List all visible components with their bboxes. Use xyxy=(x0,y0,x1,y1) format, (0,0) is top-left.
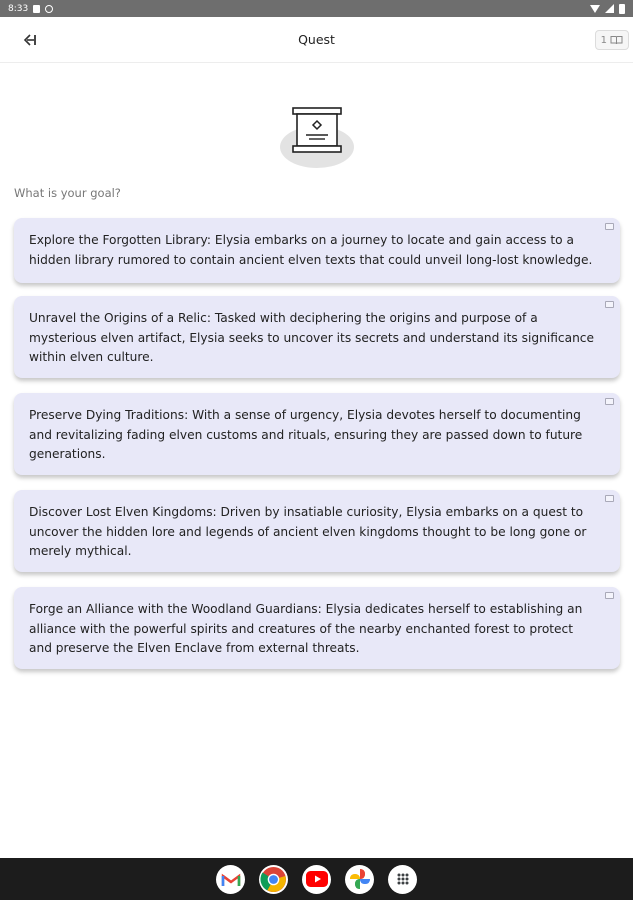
book-icon xyxy=(610,35,623,45)
note-icon xyxy=(605,398,614,405)
note-icon xyxy=(605,592,614,599)
app-bar xyxy=(0,17,633,63)
status-bar xyxy=(0,0,633,17)
signal-icon xyxy=(605,4,614,13)
photos-icon[interactable] xyxy=(345,865,374,894)
scroll-illustration xyxy=(279,104,355,168)
journal-counter-button[interactable] xyxy=(595,30,629,50)
note-icon xyxy=(605,495,614,502)
note-icon xyxy=(605,223,614,230)
app-dock xyxy=(0,858,633,900)
chrome-icon[interactable] xyxy=(259,865,288,894)
circle-icon xyxy=(45,5,53,13)
status-time: 8:33 xyxy=(8,3,29,14)
youtube-icon[interactable] xyxy=(302,865,331,894)
goal-option-text: Forge an Alliance with the Woodland Guardians: Elysia dedicates herself to establishing an alliance with the powerful spirits and creatures of the nearby enchanted forest to protect and preserve the Elven Enclave from external threats. xyxy=(29,602,583,656)
goal-option-3[interactable] xyxy=(14,393,620,475)
goal-option-text: Explore the Forgotten Library: Elysia embarks on a journey to locate and gain access to a hidden library rumored to contain ancient elven texts that could unveil long-lost knowledge. xyxy=(29,233,593,267)
square-icon xyxy=(33,5,40,13)
note-icon xyxy=(605,301,614,308)
battery-icon xyxy=(619,4,625,14)
goal-option-5[interactable] xyxy=(14,587,620,669)
back-arrow-icon xyxy=(23,33,41,47)
goal-option-2[interactable] xyxy=(14,296,620,378)
goal-option-text: Unravel the Origins of a Relic: Tasked with deciphering the origins and purpose of a mysterious elven artifact, Elysia seeks to uncover its secrets and understand its significance within elven culture. xyxy=(29,311,594,365)
wifi-icon xyxy=(590,5,600,13)
goal-option-text: Preserve Dying Traditions: With a sense of urgency, Elysia devotes herself to documenting and revitalizing fading elven customs and rituals, ensuring they are passed down to future generations. xyxy=(29,408,583,462)
goal-option-text: Discover Lost Elven Kingdoms: Driven by insatiable curiosity, Elysia embarks on a quest to uncover the hidden lore and legends of ancient elven kingdoms thought to be long gone or merely mythical. xyxy=(29,505,587,559)
goal-option-4[interactable] xyxy=(14,490,620,572)
goal-prompt: What is your goal? xyxy=(14,186,121,200)
goal-option-1[interactable] xyxy=(14,218,620,283)
gmail-icon[interactable] xyxy=(216,865,245,894)
back-button[interactable] xyxy=(22,32,42,48)
scroll-icon xyxy=(279,104,355,168)
app-drawer-icon[interactable] xyxy=(388,865,417,894)
page-title: Quest xyxy=(298,32,335,47)
journal-count: 1 xyxy=(600,34,607,46)
